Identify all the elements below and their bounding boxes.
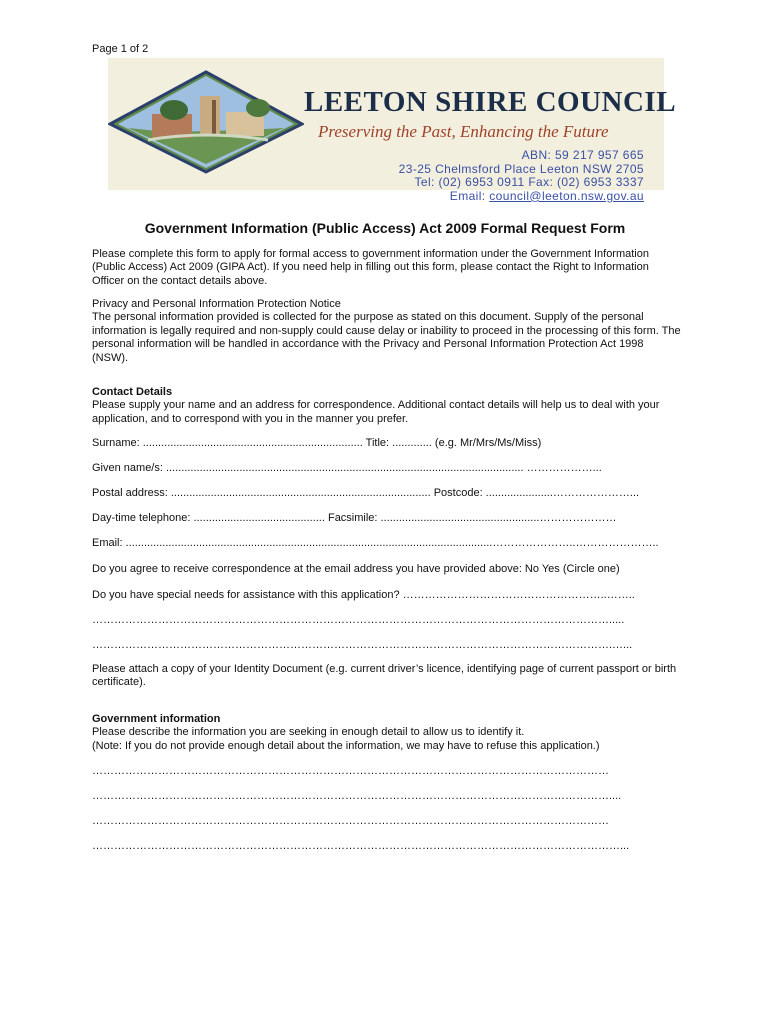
privacy-notice <box>92 298 682 365</box>
contact-details-heading: Contact Details <box>92 386 173 398</box>
contact-details-body: Please supply your name and an address for correspondence. Additional contact details will help us to deal with your application, and to correspond with you in the manner you prefer. <box>92 399 660 425</box>
council-tagline: Preserving the Past, Enhancing the Future <box>318 122 609 141</box>
special-needs-line-1[interactable]: ……………………………………………………………………………………………………………………………..... <box>92 614 625 626</box>
phone-fax: Tel: (02) 6953 0911 Fax: (02) 6953 3337 <box>414 175 644 190</box>
privacy-body: The personal information provided is collected for the purpose as stated on this document. Supply of the personal information is legally required and non-supply could cause delay or inability to proceed in the processing of this form. The personal information will be handled in accordance with the Privacy and Personal Information Protection Act 1998 (NSW). <box>92 311 681 364</box>
information-line-1[interactable]: …………………………………………………………………………………………………………………………… <box>92 765 609 777</box>
special-needs-question[interactable]: Do you have special needs for assistance with this application? ………………………………………………..…….. <box>92 589 635 601</box>
postal-address-field[interactable]: Postal address: ..................................................................................... Postcode: ......................…………………... <box>92 487 640 499</box>
information-line-3[interactable]: …………………………………………………………………………………………………………………………… <box>92 815 609 827</box>
contact-block <box>399 149 644 203</box>
address: 23-25 Chelmsford Place Leeton NSW 2705 <box>398 161 644 176</box>
government-information-note: (Note: If you do not provide enough detail about the information, we may have to refuse this application.) <box>92 739 600 752</box>
given-names-field[interactable]: Given name/s: ..................................................................................................................... ………………... <box>92 462 602 474</box>
page-number: Page 1 of 2 <box>92 43 149 55</box>
contact-details-section <box>92 386 682 426</box>
email-link[interactable]: council@leeton.nsw.gov.au <box>489 188 644 203</box>
information-line-4[interactable]: ………………………………………………………………………………………………………………………………... <box>92 840 630 852</box>
government-information-body: Please describe the information you are seeking in enough detail to allow us to identify it. <box>92 726 525 739</box>
privacy-heading: Privacy and Personal Information Protection Notice <box>92 298 341 310</box>
abn: ABN: 59 217 957 665 <box>521 148 644 162</box>
telephone-fax-field[interactable]: Day-time telephone: ........................................... Facsimile: ....................................................………………… <box>92 512 617 524</box>
correspondence-question[interactable]: Do you agree to receive correspondence at the email address you have provided above: No Yes (Circle one) <box>92 563 620 575</box>
email-line <box>399 190 644 204</box>
email-label: Email: <box>449 188 490 203</box>
identity-note: Please attach a copy of your Identity Document (e.g. current driver’s licence, identifying page of current passport or birth certificate). <box>92 663 677 689</box>
government-information-section <box>92 713 682 753</box>
surname-title-field[interactable]: Surname: ........................................................................ Title: ............. (e.g. Mr/Mrs/Ms/Miss) <box>92 437 542 449</box>
information-line-2[interactable]: …………………………………………………………………………………………………………………………….... <box>92 790 622 802</box>
government-information-heading: Government information <box>92 713 221 725</box>
council-name: LEETON SHIRE COUNCIL <box>304 86 677 118</box>
form-title: Government Information (Public Access) Act 2009 Formal Request Form <box>144 220 626 236</box>
email-field[interactable]: Email: ........................................................................................................................…………………..………………….. <box>92 537 659 549</box>
intro-paragraph: Please complete this form to apply for formal access to government information under the Government Information (Public Access) Act 2009 (GIPA Act). If you need help in filling out this form, please contact the Right to Information Officer on the contact details above. <box>92 248 649 287</box>
council-logo-image <box>108 70 304 174</box>
special-needs-line-2[interactable]: …………………………………………………………………………………………………………………………….…... <box>92 639 633 651</box>
